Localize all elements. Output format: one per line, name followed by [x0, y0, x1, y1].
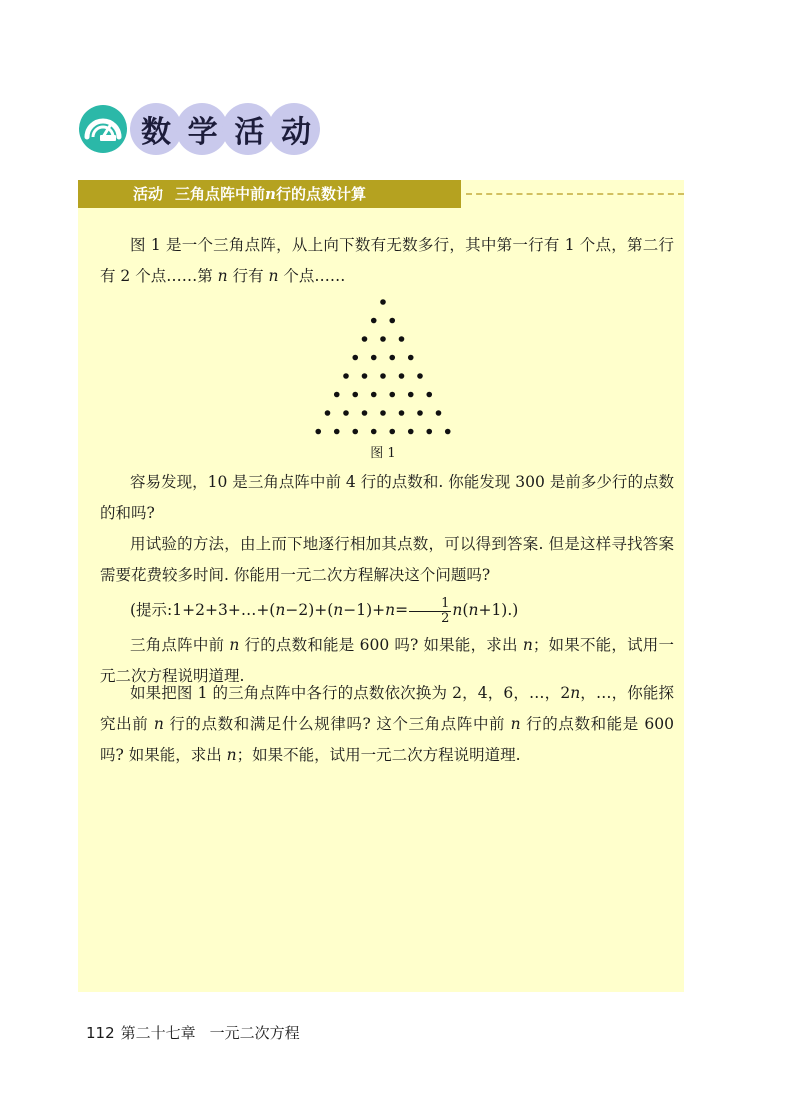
- dot: [371, 355, 377, 361]
- dot: [362, 410, 368, 416]
- dot: [426, 429, 432, 435]
- activity-banner: [78, 180, 461, 208]
- dot: [380, 373, 386, 379]
- dot: [417, 410, 423, 416]
- dot: [315, 429, 321, 435]
- dot: [408, 429, 414, 435]
- dot: [334, 429, 340, 435]
- section-title: [130, 103, 320, 155]
- figure-caption: 图 1: [370, 446, 396, 461]
- page-footer: [86, 1022, 300, 1043]
- paragraph-3: 三角点阵中前 n 行的点数和能是 600 吗? 如果能，求出 n；如果不能，试用一元二次方程说明道理.: [100, 636, 675, 685]
- dot: [343, 410, 349, 416]
- dot: [399, 410, 405, 416]
- intro-paragraph: 图 1 是一个三角点阵，从上向下数有无数多行，其中第一行有 1 个点，第二行有 2 个点……第 n 行有 n 个点……: [100, 236, 674, 285]
- dot: [408, 355, 414, 361]
- dot: [380, 410, 386, 416]
- dot: [371, 318, 377, 324]
- dot: [334, 392, 340, 398]
- paragraph-1: 容易发现，10 是三角点阵中前 4 行的点数和. 你能发现 300 是前多少行的点数的和吗?: [100, 473, 674, 522]
- math-activity-icon: [78, 104, 128, 154]
- dot: [408, 392, 414, 398]
- dot: [371, 429, 377, 435]
- title-char: 活: [234, 115, 265, 150]
- chapter-label: 第二十七章: [120, 1024, 196, 1042]
- dot: [343, 373, 349, 379]
- banner-divider: [466, 193, 684, 195]
- fraction: $\frac{1}{2}$: [409, 597, 451, 626]
- dot: [389, 429, 395, 435]
- dot: [352, 355, 358, 361]
- dot: [389, 392, 395, 398]
- hint-formula: (提示:1+2+3+…+(n−2)+(n−1)+n= $\frac{1}{2}$ n(n+1).): [130, 595, 519, 626]
- page-number: 112: [86, 1024, 115, 1042]
- dot: [436, 410, 442, 416]
- triangle-dot-figure: [300, 290, 466, 440]
- dot: [325, 410, 331, 416]
- dot: [380, 336, 386, 342]
- dot: [389, 355, 395, 361]
- title-char: 学: [187, 115, 218, 150]
- chapter-title: 一元二次方程: [209, 1024, 300, 1042]
- dot: [445, 429, 451, 435]
- dot: [399, 336, 405, 342]
- dot: [362, 336, 368, 342]
- dot: [399, 373, 405, 379]
- dot: [417, 373, 423, 379]
- dot: [380, 299, 386, 305]
- paragraph-4: 如果把图 1 的三角点阵中各行的点数依次换为 2，4，6，…，2n，…，你能探究出前 n 行的点数和满足什么规律吗? 这个三角点阵中前 n 行的点数和能是 600 吗? 如果能，求出 n；如果不能，试用一元二次方程说明道理.: [100, 684, 674, 764]
- dot: [352, 392, 358, 398]
- activity-label: 活动: [133, 185, 164, 203]
- activity-title: 三角点阵中前n行的点数计算: [175, 185, 366, 203]
- dot: [371, 392, 377, 398]
- dot: [389, 318, 395, 324]
- paragraph-2: 用试验的方法，由上而下地逐行相加其点数，可以得到答案. 但是这样寻找答案需要花费较多时间. 你能用一元二次方程解决这个问题吗?: [100, 535, 674, 584]
- dot: [352, 429, 358, 435]
- title-char: 数: [141, 115, 171, 150]
- title-char: 动: [280, 115, 311, 150]
- dot: [362, 373, 368, 379]
- dot: [426, 392, 432, 398]
